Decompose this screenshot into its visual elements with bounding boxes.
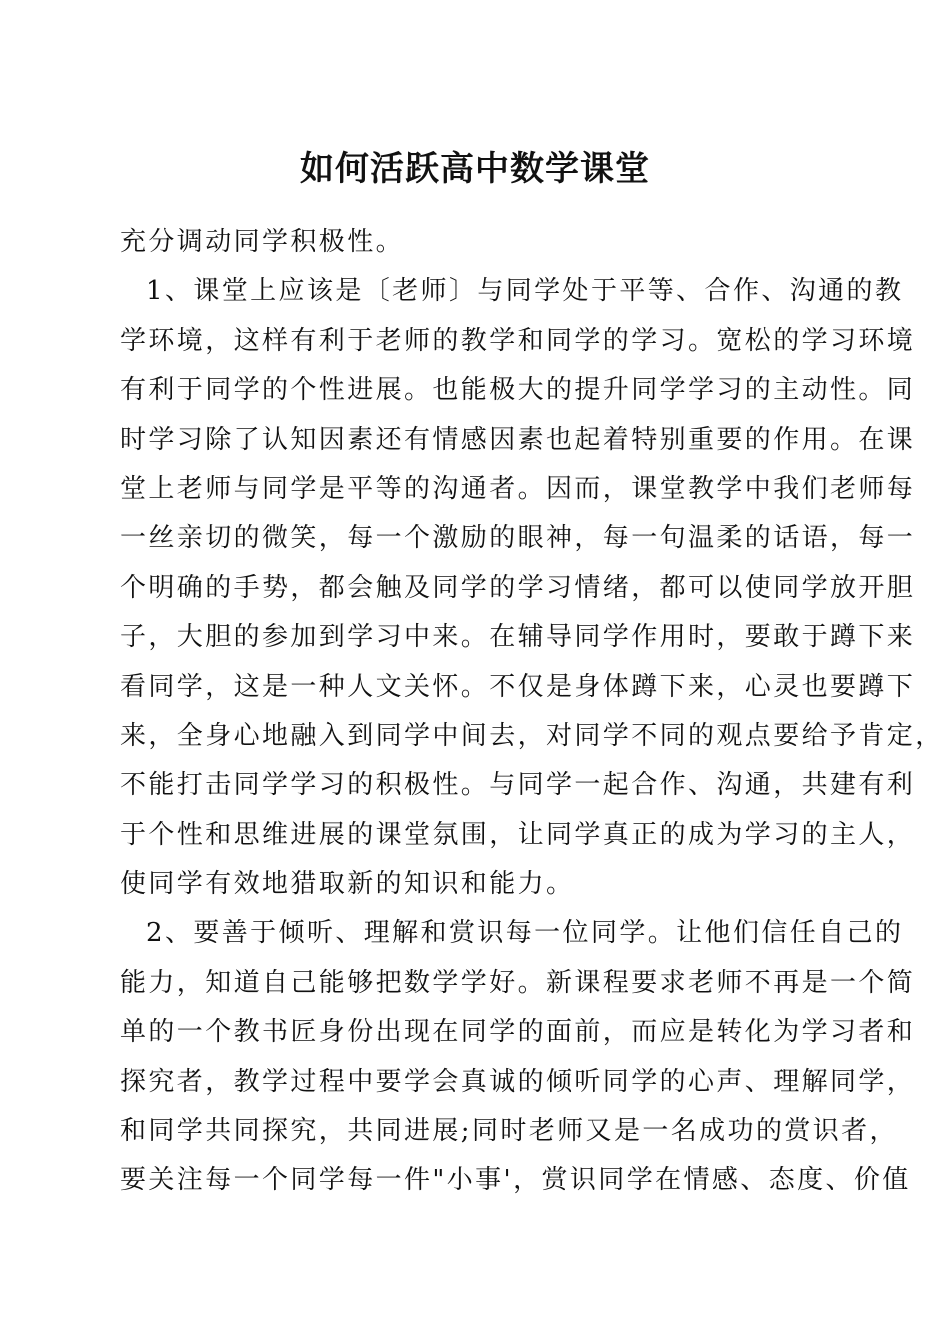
paragraph-line: 个明确的手势，都会触及同学的学习情绪，都可以使同学放开胆 [120, 572, 916, 603]
paragraph-line: 一丝亲切的微笑，每一个激励的眼神，每一句温柔的话语，每一 [120, 523, 916, 554]
document-body [120, 218, 944, 1206]
paragraph-line: 来，全身心地融入到同学中间去，对同学不同的观点要给予肯定， [120, 720, 944, 751]
paragraph-line: 充分调动同学积极性。 [120, 227, 405, 257]
paragraph-line: 1、课堂上应该是〔老师〕与同学处于平等、合作、沟通的教 [146, 276, 904, 307]
paragraph-line: 2、要善于倾听、理解和赏识每一位同学。让他们信任自己的 [146, 918, 904, 949]
paragraph-line: 子，大胆的参加到学习中来。在辅导同学作用时，要敢于蹲下来 [120, 622, 916, 653]
paragraph-line: 时学习除了认知因素还有情感因素也起着特别重要的作用。在课 [120, 424, 916, 455]
paragraph-line: 单的一个教书匠身份出现在同学的面前，而应是转化为学习者和 [120, 1017, 916, 1048]
paragraph-line: 能力，知道自己能够把数学学好。新课程要求老师不再是一个简 [120, 967, 916, 998]
paragraph-line: 堂上老师与同学是平等的沟通者。因而，课堂教学中我们老师每 [120, 473, 916, 504]
paragraph-line: 和同学共同探究，共同进展;同时老师又是一名成功的赏识者， [120, 1116, 898, 1147]
paragraph-line: 探究者，教学过程中要学会真诚的倾听同学的心声、理解同学， [120, 1066, 916, 1097]
paragraph-line: 使同学有效地猎取新的知识和能力。 [120, 869, 575, 900]
paragraph-line: 不能打击同学学习的积极性。与同学一起合作、沟通，共建有利 [120, 770, 916, 801]
paragraph-line: 看同学，这是一种人文关怀。不仅是身体蹲下来，心灵也要蹲下 [120, 671, 916, 702]
document-title: 如何活跃高中数学课堂 [300, 149, 650, 189]
paragraph-line: 要关注每一个同学每一件"小事'，赏识同学在情感、态度、价值 [120, 1165, 911, 1196]
paragraph-line: 有利于同学的个性进展。也能极大的提升同学学习的主动性。同 [120, 375, 916, 406]
paragraph-line: 学环境，这样有利于老师的教学和同学的学习。宽松的学习环境 [120, 325, 916, 356]
paragraph-line: 于个性和思维进展的课堂氛围，让同学真正的成为学习的主人， [120, 819, 916, 850]
